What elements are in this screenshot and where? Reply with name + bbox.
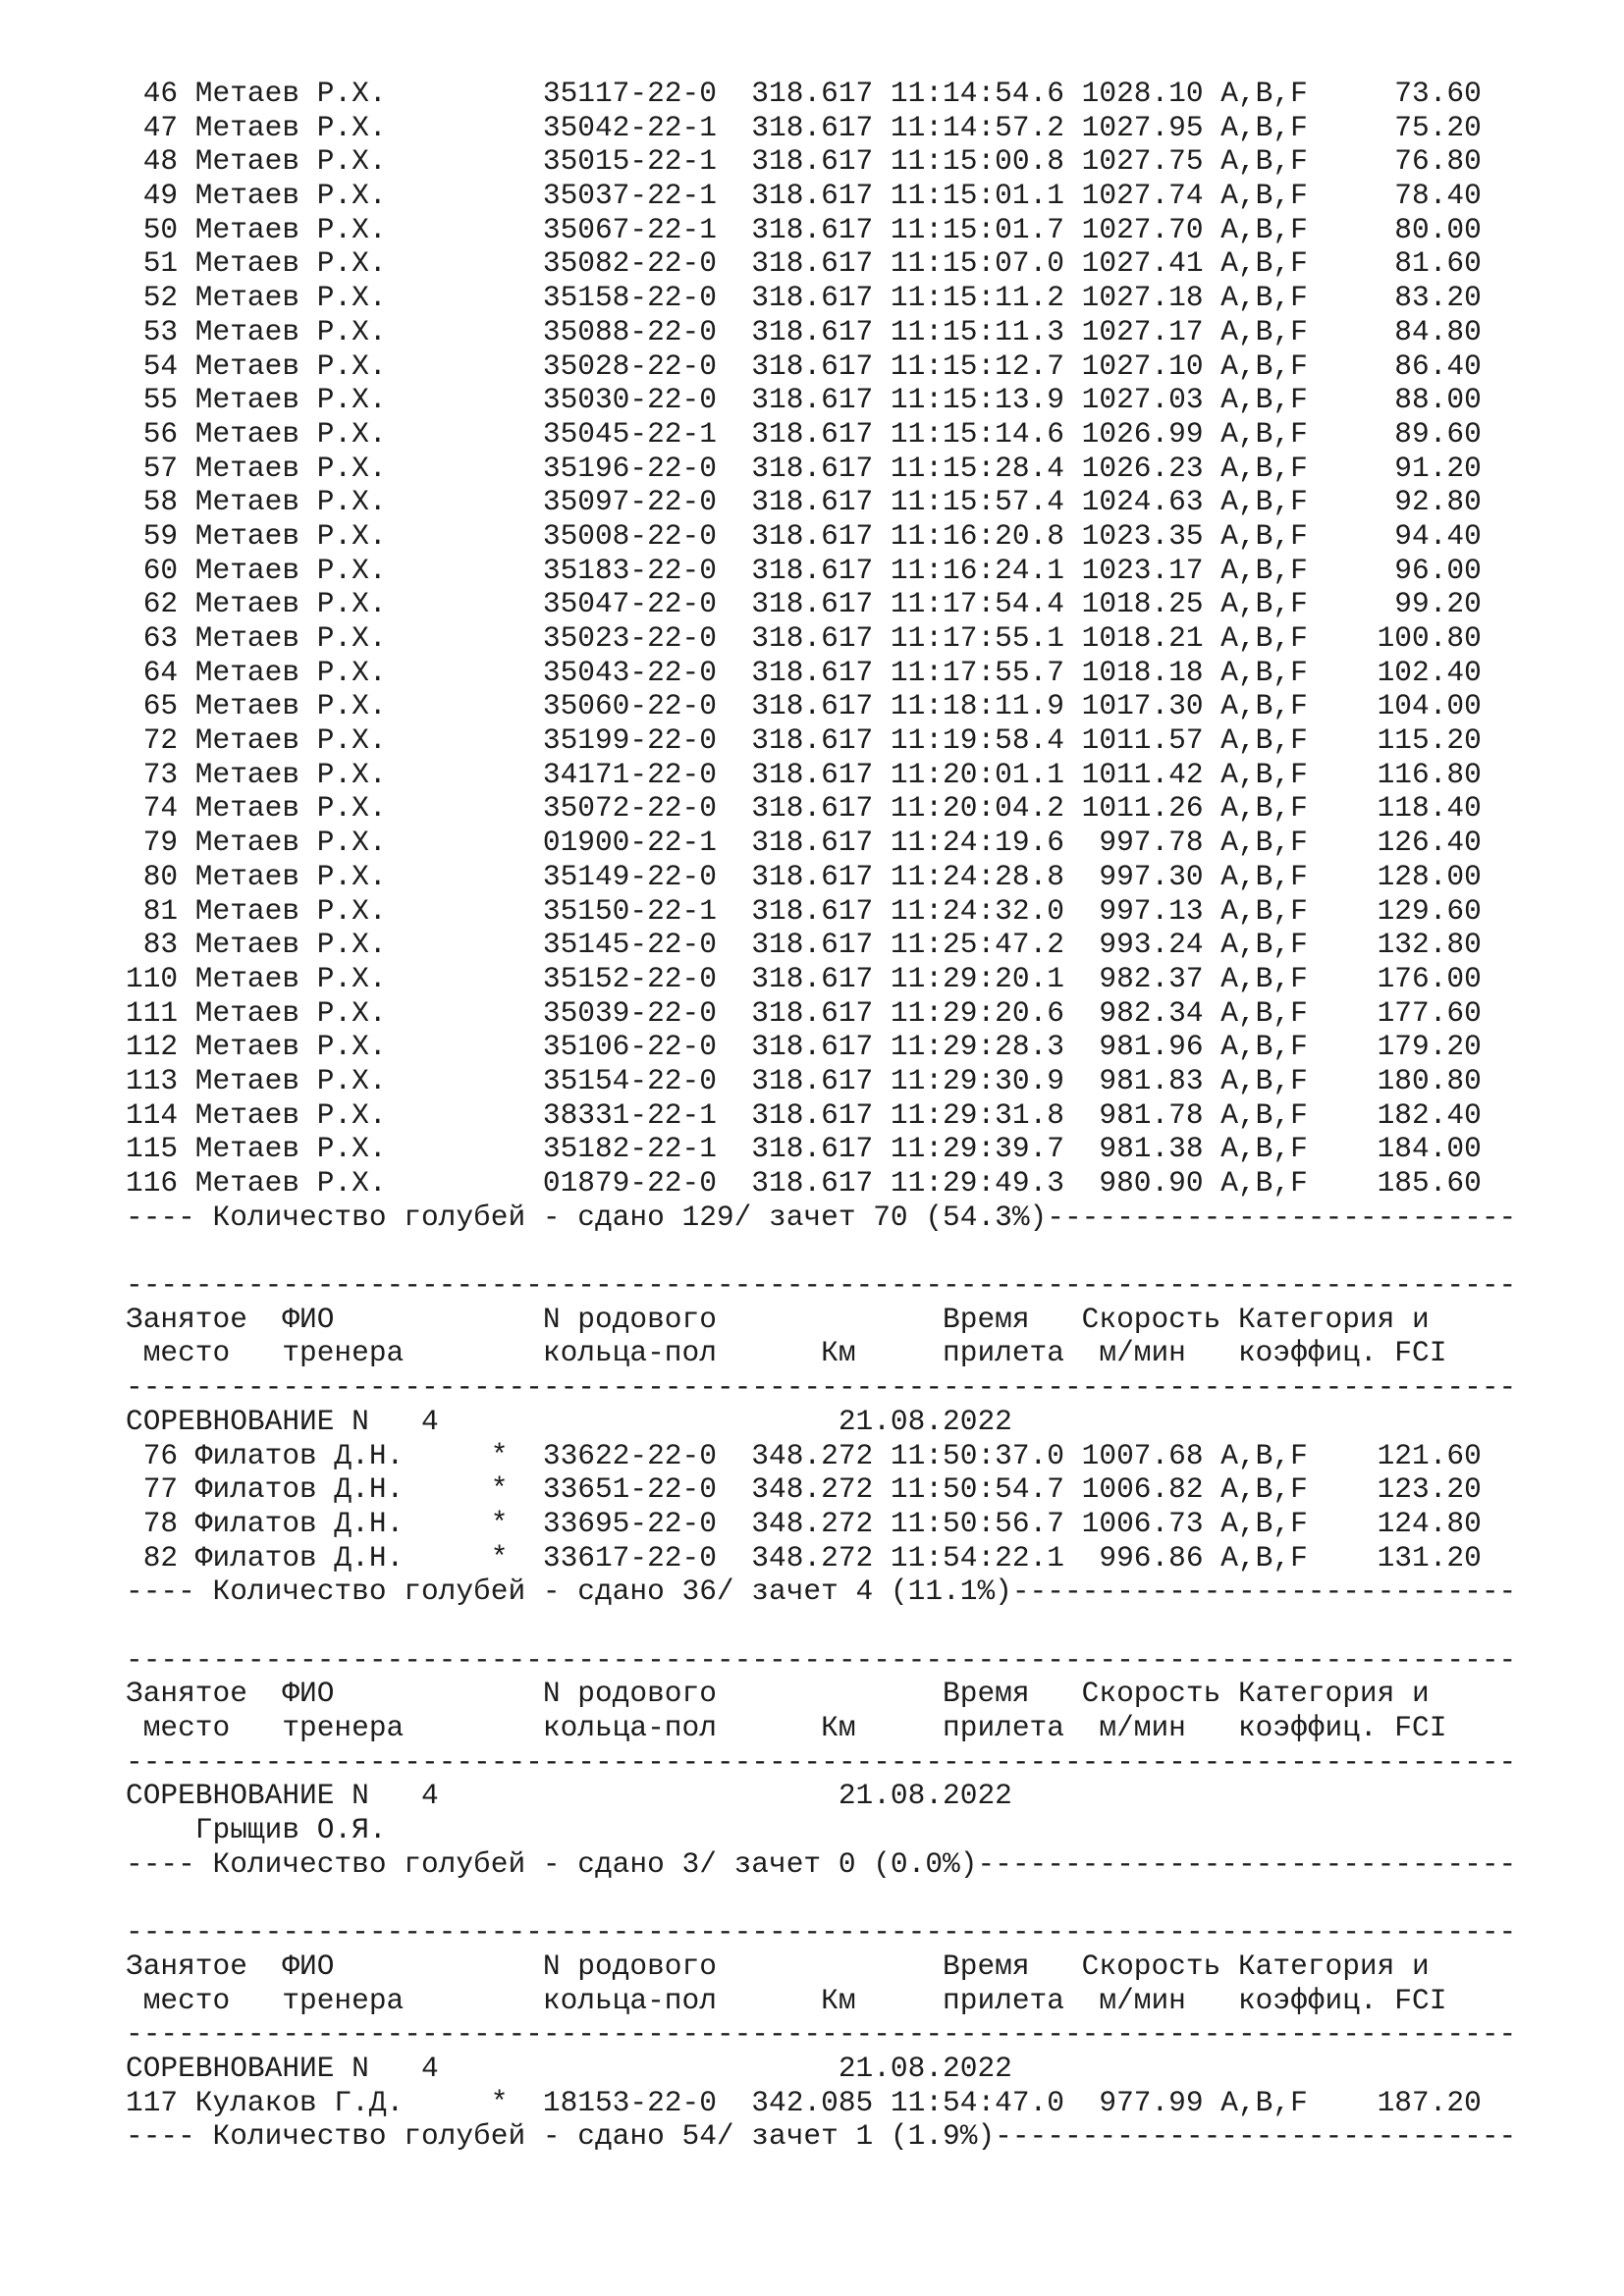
results-rows — [126, 77, 1598, 1201]
result-row: 64 Метаев Р.Х. 35043-22-0 318.617 11:17:55.7 1018.18 A,B,F 102.40 — [126, 655, 1482, 689]
result-row: 116 Метаев Р.Х. 01879-22-0 318.617 11:29:49.3 980.90 A,B,F 185.60 — [126, 1166, 1482, 1200]
section-summary: ---- Количество голубей - сдано 54/ зачет 1 (1.9%)------------------------------ — [126, 2119, 1517, 2154]
section-summary: ---- Количество голубей - сдано 129/ зачет 70 (54.3%)--------------------------- — [126, 1200, 1517, 1234]
result-row: 59 Метаев Р.Х. 35008-22-0 318.617 11:16:20.8 1023.35 A,B,F 94.40 — [126, 518, 1482, 553]
result-row: 56 Метаев Р.Х. 35045-22-1 318.617 11:15:14.6 1026.99 A,B,F 89.60 — [126, 416, 1482, 451]
result-row: 115 Метаев Р.Х. 35182-22-1 318.617 11:29:39.7 981.38 A,B,F 184.00 — [126, 1132, 1482, 1166]
results-document — [126, 77, 1598, 2154]
result-row: 81 Метаев Р.Х. 35150-22-1 318.617 11:24:32.0 997.13 A,B,F 129.60 — [126, 893, 1482, 928]
result-row: 53 Метаев Р.Х. 35088-22-0 318.617 11:15:11.3 1027.17 A,B,F 84.80 — [126, 314, 1482, 348]
result-row: 111 Метаев Р.Х. 35039-22-0 318.617 11:29:20.6 982.34 A,B,F 177.60 — [126, 995, 1482, 1030]
header-rule-bottom: -------------------------------------------------------------------------------- — [126, 1744, 1517, 1779]
result-row: 117 Кулаков Г.Д. * 18153-22-0 342.085 11:54:47.0 977.99 A,B,F 187.20 — [126, 2085, 1482, 2119]
result-row: 110 Метаев Р.Х. 35152-22-0 318.617 11:29:20.1 982.37 A,B,F 176.00 — [126, 961, 1482, 995]
header-rule-bottom: -------------------------------------------------------------------------------- — [126, 1370, 1517, 1405]
result-row: 74 Метаев Р.Х. 35072-22-0 318.617 11:20:04.2 1011.26 A,B,F 118.40 — [126, 791, 1482, 826]
result-row: 58 Метаев Р.Х. 35097-22-0 318.617 11:15:57.4 1024.63 A,B,F 92.80 — [126, 485, 1482, 519]
result-row: 82 Филатов Д.Н. * 33617-22-0 348.272 11:54:22.1 996.86 A,B,F 131.20 — [126, 1540, 1482, 1575]
result-row: 73 Метаев Р.Х. 34171-22-0 318.617 11:20:01.1 1011.42 A,B,F 116.80 — [126, 757, 1482, 791]
column-header-line-1: Занятое ФИО N родового Время Скорость Категория и — [126, 1677, 1430, 1711]
result-row: 63 Метаев Р.Х. 35023-22-0 318.617 11:17:55.1 1018.21 A,B,F 100.80 — [126, 621, 1482, 655]
result-row: 83 Метаев Р.Х. 35145-22-0 318.617 11:25:47.2 993.24 A,B,F 132.80 — [126, 928, 1482, 962]
results-rows — [126, 1439, 1598, 1575]
section-summary: ---- Количество голубей - сдано 3/ зачет 0 (0.0%)------------------------------- — [126, 1846, 1517, 1881]
result-row: 76 Филатов Д.Н. * 33622-22-0 348.272 11:50:37.0 1007.68 A,B,F 121.60 — [126, 1438, 1482, 1472]
result-row: 80 Метаев Р.Х. 35149-22-0 318.617 11:24:28.8 997.30 A,B,F 128.00 — [126, 859, 1482, 893]
result-row: 78 Филатов Д.Н. * 33695-22-0 348.272 11:50:56.7 1006.73 A,B,F 124.80 — [126, 1506, 1482, 1540]
header-rule-top: -------------------------------------------------------------------------------- — [126, 1268, 1517, 1303]
result-row: 77 Филатов Д.Н. * 33651-22-0 348.272 11:50:54.7 1006.82 A,B,F 123.20 — [126, 1472, 1482, 1507]
result-row: 113 Метаев Р.Х. 35154-22-0 318.617 11:29:30.9 981.83 A,B,F 180.80 — [126, 1063, 1482, 1097]
result-row: 62 Метаев Р.Х. 35047-22-0 318.617 11:17:54.4 1018.25 A,B,F 99.20 — [126, 587, 1482, 621]
header-rule-bottom: -------------------------------------------------------------------------------- — [126, 2017, 1517, 2052]
result-row: 112 Метаев Р.Х. 35106-22-0 318.617 11:29:28.3 981.96 A,B,F 179.20 — [126, 1030, 1482, 1064]
result-row: Грыщив О.Я. — [126, 1813, 387, 1847]
result-row: 54 Метаев Р.Х. 35028-22-0 318.617 11:15:12.7 1027.10 A,B,F 86.40 — [126, 348, 1482, 383]
results-rows — [126, 2086, 1598, 2120]
result-row: 65 Метаев Р.Х. 35060-22-0 318.617 11:18:11.9 1017.30 A,B,F 104.00 — [126, 689, 1482, 723]
results-section-1 — [126, 77, 1598, 1234]
competition-line: СОРЕВНОВАНИЕ N 4 21.08.2022 — [126, 1779, 1012, 1813]
result-row: 51 Метаев Р.Х. 35082-22-0 318.617 11:15:07.0 1027.41 A,B,F 81.60 — [126, 246, 1482, 281]
competition-line: СОРЕВНОВАНИЕ N 4 21.08.2022 — [126, 1404, 1012, 1438]
result-row: 46 Метаев Р.Х. 35117-22-0 318.617 11:14:54.6 1028.10 A,B,F 73.60 — [126, 77, 1482, 110]
result-row: 57 Метаев Р.Х. 35196-22-0 318.617 11:15:28.4 1026.23 A,B,F 91.20 — [126, 451, 1482, 485]
result-row: 47 Метаев Р.Х. 35042-22-1 318.617 11:14:57.2 1027.95 A,B,F 75.20 — [126, 110, 1482, 144]
result-row: 55 Метаев Р.Х. 35030-22-0 318.617 11:15:13.9 1027.03 A,B,F 88.00 — [126, 383, 1482, 417]
results-section-3 — [126, 1643, 1598, 1882]
column-header-line-2: место тренера кольца-пол Км прилета м/мин коэффиц. FCI — [126, 1983, 1447, 2017]
result-row: 72 Метаев Р.Х. 35199-22-0 318.617 11:19:58.4 1011.57 A,B,F 115.20 — [126, 723, 1482, 758]
section-summary: ---- Количество голубей - сдано 36/ зачет 4 (11.1%)----------------------------- — [126, 1575, 1517, 1609]
header-rule-top: -------------------------------------------------------------------------------- — [126, 1642, 1517, 1677]
results-section-4 — [126, 1915, 1598, 2154]
column-header-line-2: место тренера кольца-пол Км прилета м/мин коэффиц. FCI — [126, 1336, 1447, 1370]
column-header-line-1: Занятое ФИО N родового Время Скорость Категория и — [126, 1949, 1430, 1983]
result-row: 60 Метаев Р.Х. 35183-22-0 318.617 11:16:24.1 1023.17 A,B,F 96.00 — [126, 553, 1482, 587]
column-header-line-1: Занятое ФИО N родового Время Скорость Категория и — [126, 1302, 1430, 1336]
result-row: 50 Метаев Р.Х. 35067-22-1 318.617 11:15:01.7 1027.70 A,B,F 80.00 — [126, 212, 1482, 246]
column-header-line-2: место тренера кольца-пол Км прилета м/мин коэффиц. FCI — [126, 1711, 1447, 1744]
header-rule-top: -------------------------------------------------------------------------------- — [126, 1915, 1517, 1949]
results-section-2 — [126, 1268, 1598, 1609]
result-row: 52 Метаев Р.Х. 35158-22-0 318.617 11:15:11.2 1027.18 A,B,F 83.20 — [126, 281, 1482, 315]
competition-line: СОРЕВНОВАНИЕ N 4 21.08.2022 — [126, 2051, 1012, 2085]
results-rows — [126, 1813, 1598, 1847]
result-row: 49 Метаев Р.Х. 35037-22-1 318.617 11:15:01.1 1027.74 A,B,F 78.40 — [126, 179, 1482, 213]
result-row: 48 Метаев Р.Х. 35015-22-1 318.617 11:15:00.8 1027.75 A,B,F 76.80 — [126, 144, 1482, 179]
result-row: 79 Метаев Р.Х. 01900-22-1 318.617 11:24:19.6 997.78 A,B,F 126.40 — [126, 826, 1482, 860]
result-row: 114 Метаев Р.Х. 38331-22-1 318.617 11:29:31.8 981.78 A,B,F 182.40 — [126, 1097, 1482, 1132]
